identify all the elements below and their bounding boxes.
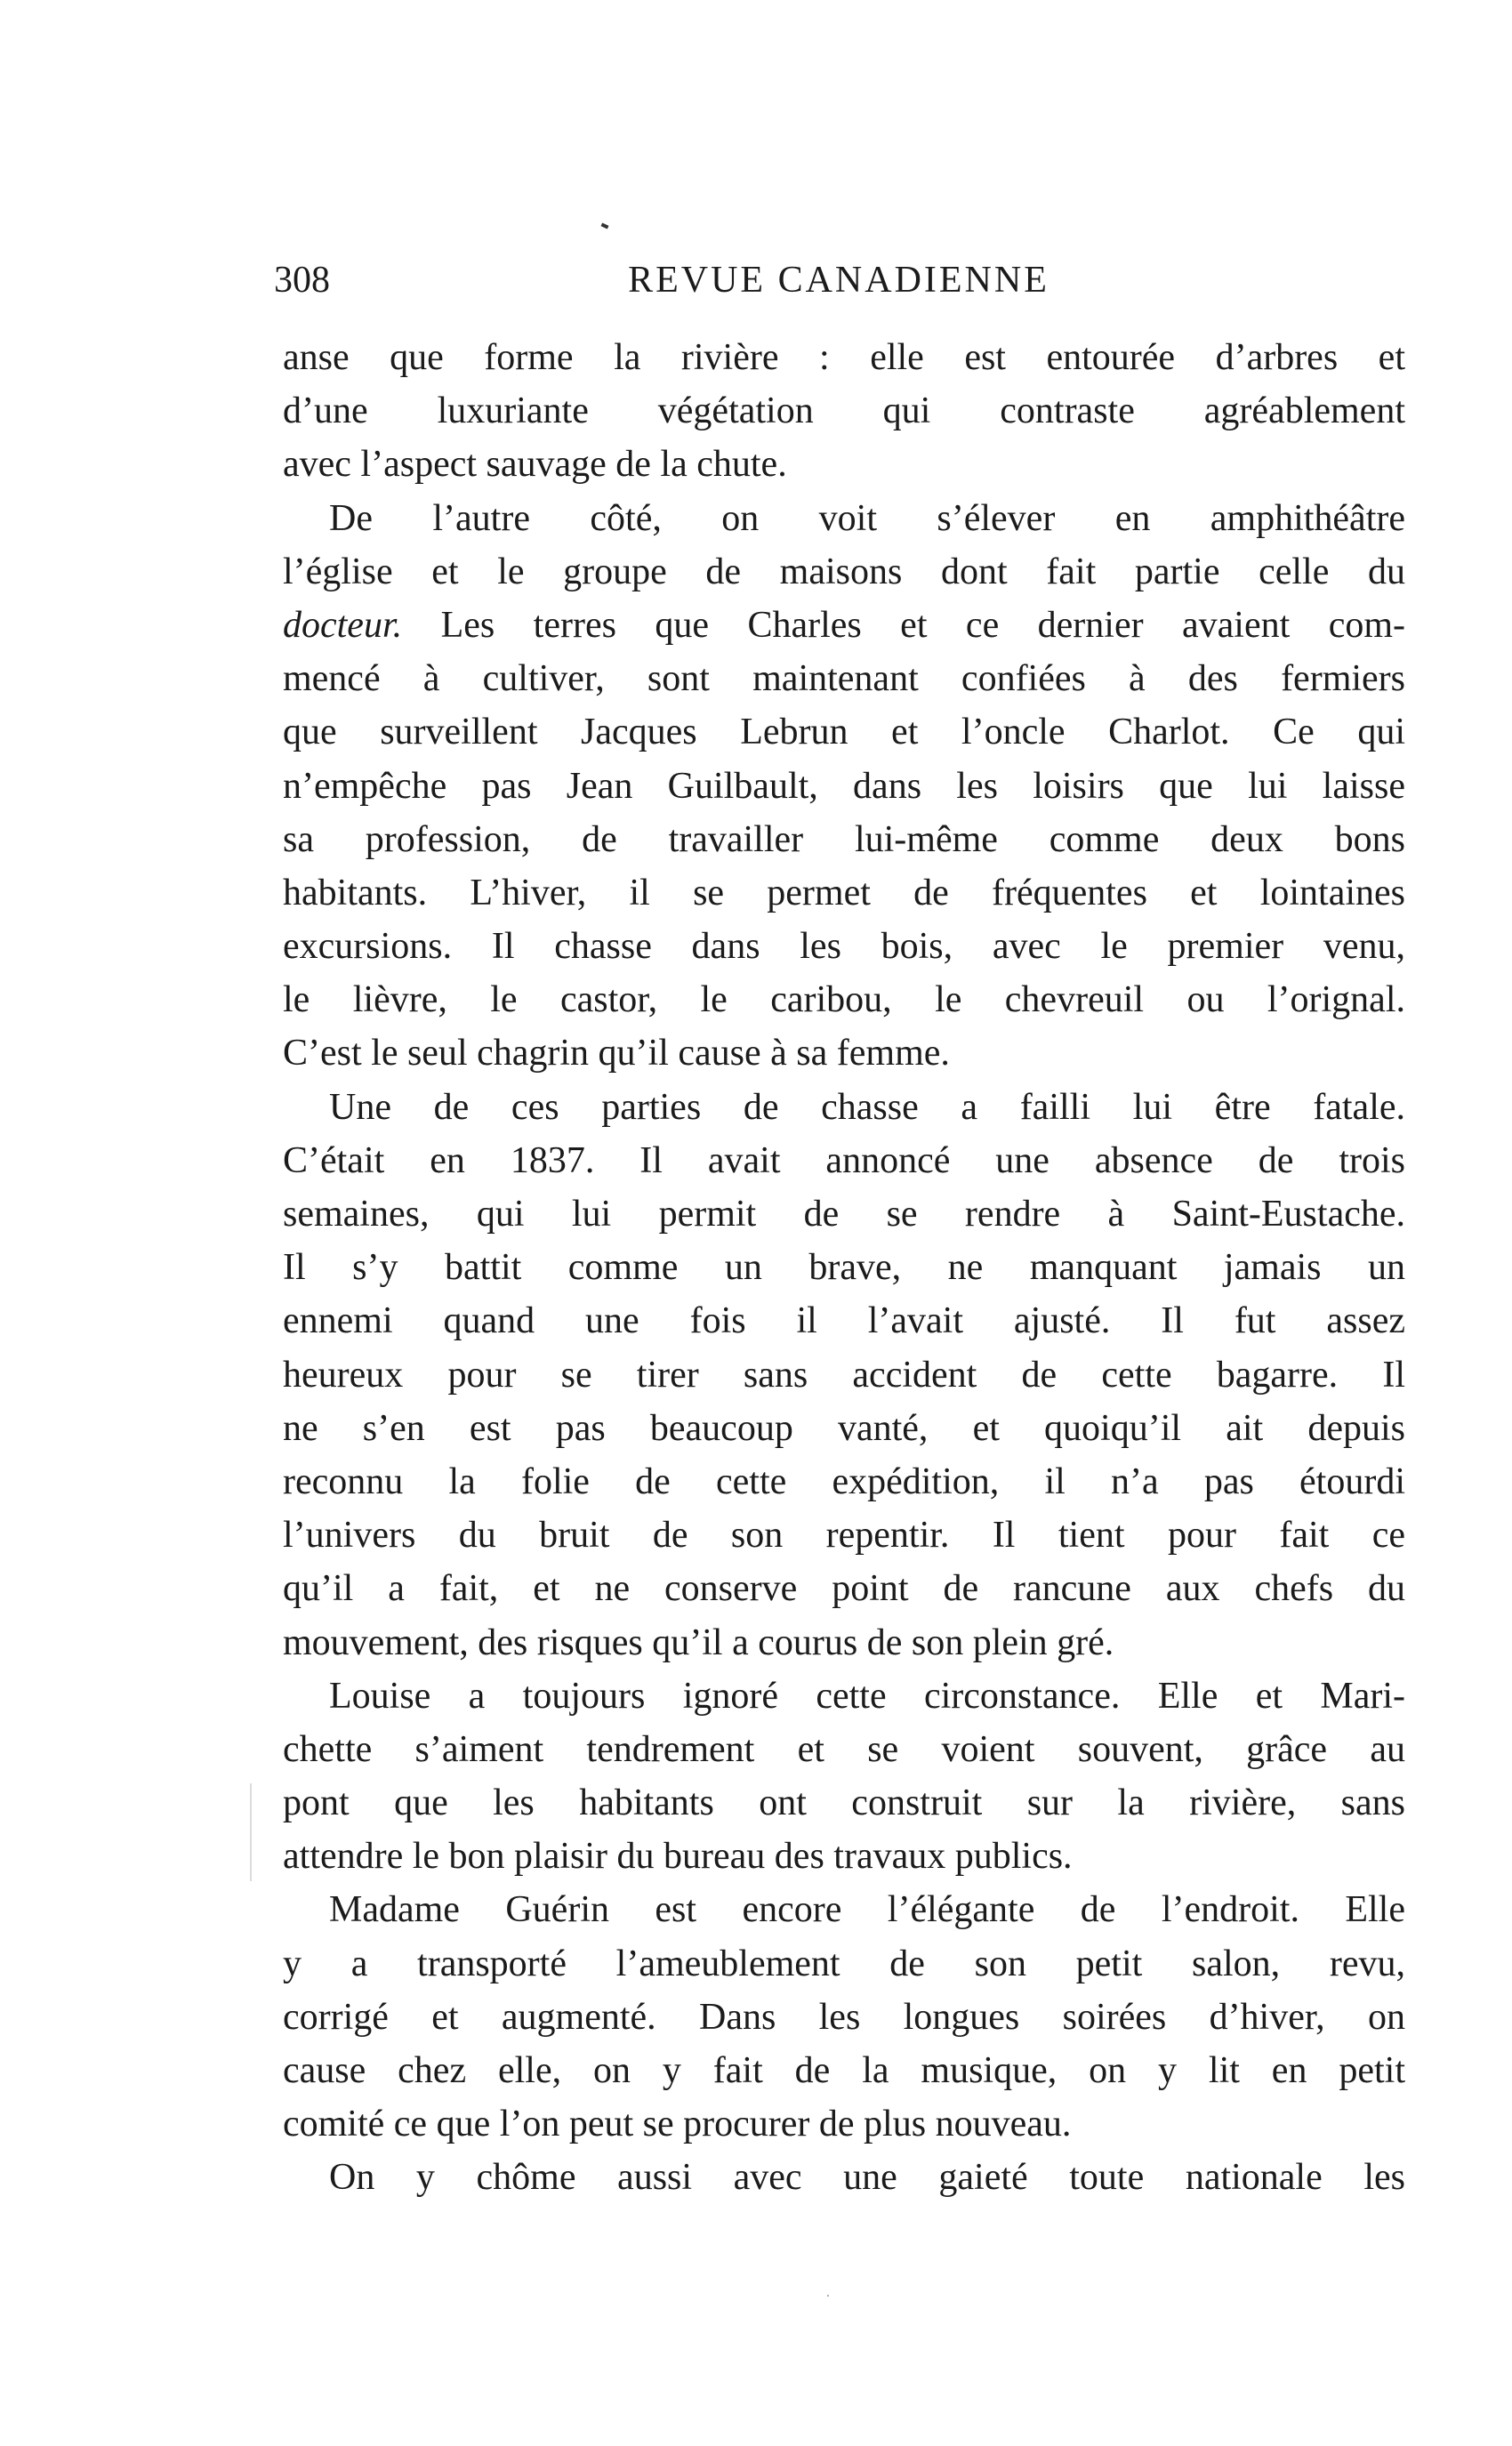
text-line: d’une luxuriante végétation qui contraste agréablement <box>283 390 1405 432</box>
text-line: excursions. Il chasse dans les bois, avec le premier venu, <box>283 926 1405 968</box>
text-line: reconnu la folie de cette expédition, il n’a pas étourdi <box>283 1460 1405 1502</box>
text-line: Il s’y battit comme un brave, ne manquant jamais un <box>283 1247 1405 1289</box>
text-line: ennemi quand une fois il l’avait ajusté. Il fut assez <box>283 1300 1405 1342</box>
print-mark <box>601 222 609 229</box>
paper-speck <box>827 2295 829 2297</box>
text-line: corrigé et augmenté. Dans les longues soirées d’hiver, on <box>283 1996 1405 2038</box>
text-line: Une de ces parties de chasse a failli lui être fatale. <box>329 1086 1405 1128</box>
text-line: Madame Guérin est encore l’élégante de l’endroit. Elle <box>329 1889 1405 1931</box>
page-number: 308 <box>274 260 330 301</box>
text-line <box>283 599 1405 652</box>
text-line: sa profession, de travailler lui-même comme deux bons <box>283 818 1405 860</box>
text-line: attendre le bon plaisir du bureau des travaux publics. <box>283 1836 1073 1878</box>
text-line: De l’autre côté, on voit s’élever en amphithéâtre <box>329 497 1405 539</box>
running-title: REVUE CANADIENNE <box>628 260 1050 301</box>
text-line: mencé à cultiver, sont maintenant confiées à des fermiers <box>283 658 1405 700</box>
text-line: avec l’aspect sauvage de la chute. <box>283 444 787 486</box>
text-line: mouvement, des risques qu’il a courus de son plein gré. <box>283 1621 1114 1663</box>
text-line: l’univers du bruit de son repentir. Il tient pour fait ce <box>283 1515 1405 1557</box>
text-line: y a transporté l’ameublement de son petit salon, revu, <box>283 1943 1405 1984</box>
text-line: l’église et le groupe de maisons dont fait partie celle du <box>283 551 1405 592</box>
text-fragment: Les terres que Charles et ce dernier avaient com- <box>440 604 1405 646</box>
text-line: qu’il a fait, et ne conserve point de rancune aux chefs du <box>283 1568 1405 1610</box>
text-line: chette s’aiment tendrement et se voient souvent, grâce au <box>283 1728 1405 1770</box>
text-line: semaines, qui lui permit de se rendre à Saint-Eustache. <box>283 1194 1405 1235</box>
page-header <box>274 249 1403 311</box>
italic-word: docteur. <box>283 604 403 646</box>
text-line: n’empêche pas Jean Guilbault, dans les loisirs que lui laisse <box>283 765 1405 807</box>
text-line: que surveillent Jacques Lebrun et l’oncle Charlot. Ce qui <box>283 712 1405 753</box>
text-line: cause chez elle, on y fait de la musique, on y lit en petit <box>283 2050 1405 2091</box>
text-line: anse que forme la rivière : elle est entourée d’arbres et <box>283 337 1405 378</box>
body-text <box>283 331 1405 2205</box>
text-line: pont que les habitants ont construit sur la rivière, sans <box>283 1782 1405 1824</box>
text-line: habitants. L’hiver, il se permet de fréquentes et lointaines <box>283 872 1405 913</box>
text-line: heureux pour se tirer sans accident de cette bagarre. Il <box>283 1354 1405 1396</box>
margin-speck <box>250 1783 252 1881</box>
text-line: ne s’en est pas beaucoup vanté, et quoiqu’il ait depuis <box>283 1407 1405 1449</box>
text-line: On y chôme aussi avec une gaieté toute nationale les <box>329 2157 1405 2199</box>
text-line: le lièvre, le castor, le caribou, le chevreuil ou l’orignal. <box>283 979 1405 1021</box>
text-line: comité ce que l’on peut se procurer de plus nouveau. <box>283 2104 1072 2145</box>
text-line: C’était en 1837. Il avait annoncé une absence de trois <box>283 1139 1405 1181</box>
text-line: C’est le seul chagrin qu’il cause à sa femme. <box>283 1033 950 1074</box>
text-line: Louise a toujours ignoré cette circonstance. Elle et Mari- <box>329 1675 1405 1717</box>
